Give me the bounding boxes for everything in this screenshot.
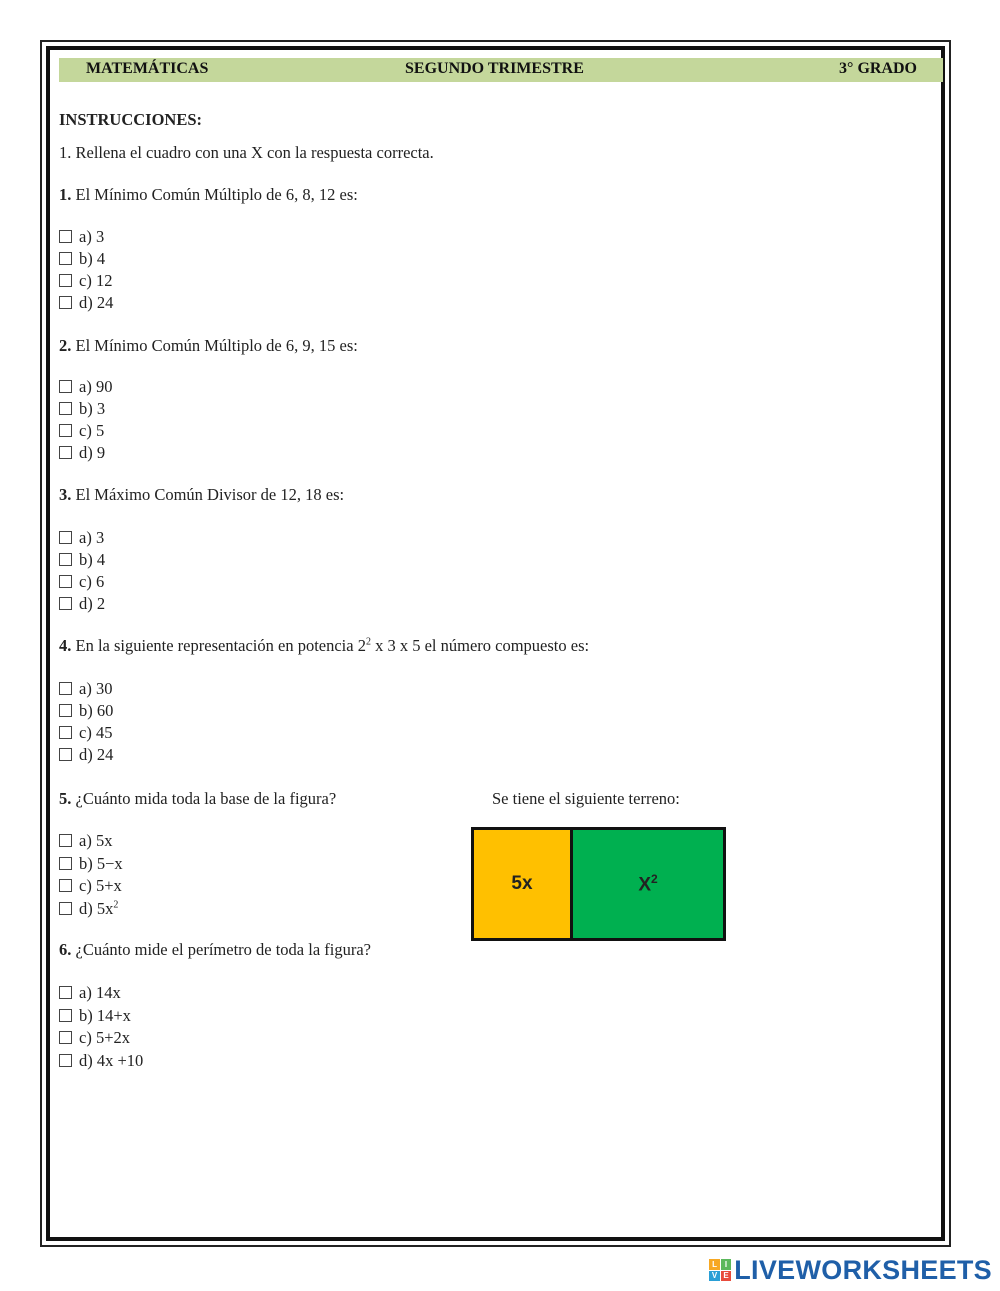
figure-left-rect	[474, 830, 573, 938]
header-subject: MATEMÁTICAS	[86, 60, 209, 77]
checkbox[interactable]	[59, 726, 72, 739]
question-4	[59, 636, 589, 656]
option-q3-b[interactable]: b) 4	[59, 550, 105, 570]
figure-left-label: 5x	[511, 873, 533, 894]
exponent: 2	[365, 636, 371, 648]
header-bar	[59, 58, 943, 82]
option-q2-a[interactable]: a) 90	[59, 377, 112, 397]
question-number: 4.	[59, 636, 72, 655]
question-text-end: x 3 x 5 el número compuesto es:	[370, 636, 590, 655]
checkbox[interactable]	[59, 857, 72, 870]
option-q5-a[interactable]: a) 5x	[59, 831, 112, 851]
option-q2-b[interactable]: b) 3	[59, 399, 105, 419]
figure-right-rect	[573, 830, 723, 938]
header-term: SEGUNDO TRIMESTRE	[405, 60, 584, 77]
header-grade: 3° GRADO	[839, 60, 917, 77]
option-q4-c[interactable]: c) 45	[59, 723, 112, 743]
checkbox[interactable]	[59, 902, 72, 915]
option-q5-d[interactable]: d) $5x^2$	[59, 899, 118, 919]
liveworksheets-icon: L I V E	[709, 1259, 731, 1281]
logo-text: LIVEWORKSHEETS	[734, 1254, 992, 1285]
checkbox[interactable]	[59, 879, 72, 892]
checkbox[interactable]	[59, 274, 72, 287]
checkbox[interactable]	[59, 402, 72, 415]
option-q4-d[interactable]: d) 24	[59, 745, 113, 765]
option-q5-c[interactable]: c) 5+x	[59, 876, 122, 896]
option-q1-d[interactable]: d) 24	[59, 293, 113, 313]
question-1	[59, 185, 358, 205]
checkbox[interactable]	[59, 446, 72, 459]
figure-right-label: $X^2$	[638, 871, 658, 896]
figure-caption: Se tiene el siguiente terreno:	[492, 789, 680, 808]
option-q4-a[interactable]: a) 30	[59, 679, 112, 699]
checkbox[interactable]	[59, 531, 72, 544]
checkbox[interactable]	[59, 834, 72, 847]
checkbox[interactable]	[59, 748, 72, 761]
checkbox[interactable]	[59, 986, 72, 999]
option-q6-b[interactable]: b) 14+x	[59, 1006, 131, 1026]
question-number: 5.	[59, 789, 72, 808]
question-text: El Mínimo Común Múltiplo de 6, 8, 12 es:	[75, 185, 358, 204]
checkbox[interactable]	[59, 682, 72, 695]
checkbox[interactable]	[59, 230, 72, 243]
question-text: ¿Cuánto mida toda la base de la figura?	[75, 789, 337, 808]
option-q4-b[interactable]: b) 60	[59, 701, 113, 721]
question-number: 1.	[59, 185, 72, 204]
question-number: 2.	[59, 336, 72, 355]
option-q2-c[interactable]: c) 5	[59, 421, 104, 441]
option-q3-a[interactable]: a) 3	[59, 528, 104, 548]
liveworksheets-logo[interactable]	[709, 1254, 992, 1285]
checkbox[interactable]	[59, 380, 72, 393]
checkbox[interactable]	[59, 1009, 72, 1022]
option-q1-c[interactable]: c) 12	[59, 271, 112, 291]
question-6	[59, 940, 371, 960]
checkbox[interactable]	[59, 296, 72, 309]
question-3	[59, 485, 344, 505]
option-q1-a[interactable]: a) 3	[59, 227, 104, 247]
option-q6-c[interactable]: c) 5+2x	[59, 1028, 130, 1048]
option-q5-b[interactable]: b) 5−x	[59, 854, 123, 874]
land-figure	[471, 827, 726, 941]
checkbox[interactable]	[59, 1031, 72, 1044]
question-number: 6.	[59, 940, 72, 959]
question-number: 3.	[59, 485, 72, 504]
checkbox[interactable]	[59, 575, 72, 588]
checkbox[interactable]	[59, 1054, 72, 1067]
option-q2-d[interactable]: d) 9	[59, 443, 105, 463]
instructions-text: 1. Rellena el cuadro con una X con la respuesta correcta.	[59, 143, 434, 162]
instructions-title: INSTRUCCIONES:	[59, 110, 203, 129]
question-text: El Mínimo Común Múltiplo de 6, 9, 15 es:	[75, 336, 358, 355]
question-5	[59, 789, 336, 809]
question-text: En la siguiente representación en potencia 2	[75, 636, 366, 655]
checkbox[interactable]	[59, 424, 72, 437]
option-q3-c[interactable]: c) 6	[59, 572, 104, 592]
question-text: El Máximo Común Divisor de 12, 18 es:	[75, 485, 345, 504]
option-q6-d[interactable]: d) 4x +10	[59, 1051, 143, 1071]
option-q3-d[interactable]: d) 2	[59, 594, 105, 614]
checkbox[interactable]	[59, 252, 72, 265]
question-2	[59, 336, 358, 356]
exponent: 2	[113, 899, 119, 911]
question-text: ¿Cuánto mide el perímetro de toda la figura?	[75, 940, 372, 959]
checkbox[interactable]	[59, 597, 72, 610]
option-q6-a[interactable]: a) 14x	[59, 983, 121, 1003]
checkbox[interactable]	[59, 553, 72, 566]
option-q1-b[interactable]: b) 4	[59, 249, 105, 269]
checkbox[interactable]	[59, 704, 72, 717]
